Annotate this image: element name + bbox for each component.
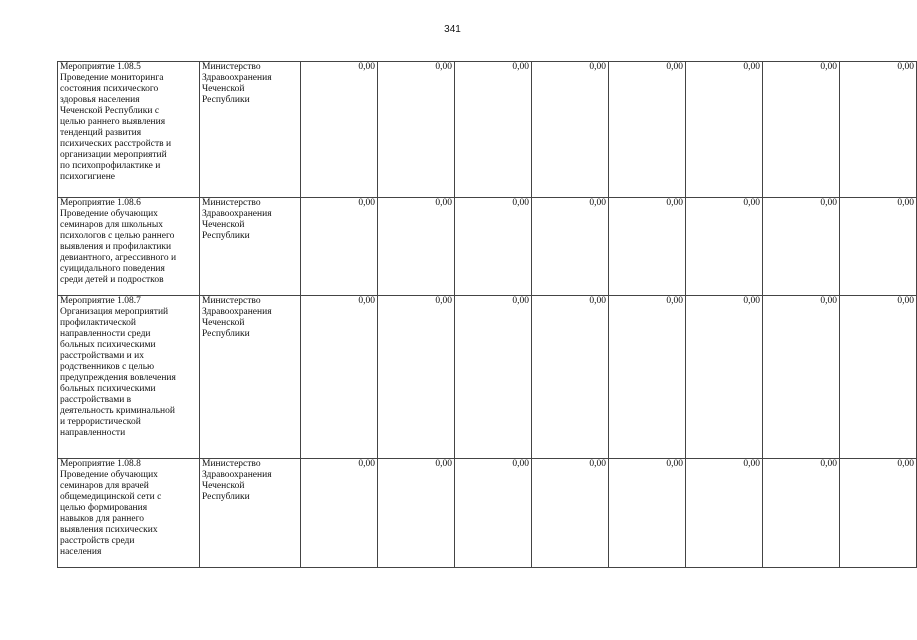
- measure-description-line: Мероприятие 1.08.6: [60, 198, 141, 208]
- value-cell: 0,00: [686, 62, 763, 198]
- measure-description-line: среди детей и подростков: [60, 275, 164, 285]
- measure-description-line: целью формирования: [60, 503, 148, 513]
- measure-description-line: расстройствами в: [60, 395, 132, 405]
- value-cell: 0,00: [455, 459, 532, 568]
- value-cell: 0,00: [301, 296, 378, 459]
- value-cell: 0,00: [455, 198, 532, 296]
- value-cell: 0,00: [532, 198, 609, 296]
- measure-description-line: Организация мероприятий: [60, 307, 169, 317]
- executor-cell: [200, 62, 301, 198]
- measure-description-cell: [58, 296, 200, 459]
- measure-description-line: девиантного, агрессивного и: [60, 253, 177, 263]
- measure-description-line: Проведение обучающих: [60, 470, 158, 480]
- value-cell: 0,00: [840, 62, 917, 198]
- executor-line: Здравоохранения: [202, 73, 272, 83]
- measure-description-line: Чеченской Республики с: [60, 106, 160, 116]
- value-cell: 0,00: [378, 198, 455, 296]
- measure-description-line: населения: [60, 547, 102, 557]
- measure-description-line: предупреждения вовлечения: [60, 373, 176, 383]
- executor-line: Чеченской: [202, 318, 245, 328]
- value-cell: 0,00: [455, 62, 532, 198]
- executor-line: Чеченской: [202, 84, 245, 94]
- executor-line: Республики: [202, 231, 250, 241]
- executor-line: Чеченской: [202, 220, 245, 230]
- executor-cell: [200, 459, 301, 568]
- measure-description-line: Проведение обучающих: [60, 209, 158, 219]
- measure-description-cell: [58, 198, 200, 296]
- executor-line: Министерство: [202, 296, 261, 306]
- table-row: [58, 198, 917, 296]
- value-cell: 0,00: [532, 459, 609, 568]
- executor-line: Чеченской: [202, 481, 245, 491]
- value-cell: 0,00: [609, 296, 686, 459]
- value-cell: 0,00: [609, 62, 686, 198]
- table-row: [58, 62, 917, 198]
- value-cell: 0,00: [686, 296, 763, 459]
- measure-description-line: психических расстройств и: [60, 139, 172, 149]
- measure-description-line: Мероприятие 1.08.5: [60, 62, 141, 72]
- measure-description-line: семинаров для врачей: [60, 481, 149, 491]
- executor-line: Министерство: [202, 198, 261, 208]
- value-cell: 0,00: [301, 62, 378, 198]
- measure-description-line: суицидального поведения: [60, 264, 165, 274]
- executor-line: Республики: [202, 329, 250, 339]
- value-cell: 0,00: [532, 296, 609, 459]
- value-cell: 0,00: [840, 296, 917, 459]
- value-cell: 0,00: [686, 198, 763, 296]
- measure-description-cell: [58, 62, 200, 198]
- measure-description-line: выявления психических: [60, 525, 158, 535]
- measures-table: [57, 61, 917, 568]
- value-cell: 0,00: [455, 296, 532, 459]
- value-cell: 0,00: [763, 198, 840, 296]
- value-cell: 0,00: [378, 62, 455, 198]
- measures-table-body: [58, 62, 917, 568]
- value-cell: 0,00: [301, 198, 378, 296]
- measure-description-line: больных психическими: [60, 384, 156, 394]
- measure-description-line: семинаров для школьных: [60, 220, 163, 230]
- measure-description-line: родственников с целью: [60, 362, 155, 372]
- measure-description-line: направленности среди: [60, 329, 151, 339]
- value-cell: 0,00: [609, 459, 686, 568]
- measure-description-line: общемедицинской сети с: [60, 492, 162, 502]
- measure-description-line: Мероприятие 1.08.7: [60, 296, 141, 306]
- measure-description-line: расстройств среди: [60, 536, 135, 546]
- executor-line: Министерство: [202, 459, 261, 469]
- measure-description-line: психологов с целью раннего: [60, 231, 175, 241]
- value-cell: 0,00: [840, 198, 917, 296]
- measure-description-line: профилактической: [60, 318, 136, 328]
- measure-description-line: состояния психического: [60, 84, 159, 94]
- executor-line: Здравоохранения: [202, 470, 272, 480]
- value-cell: 0,00: [763, 459, 840, 568]
- table-row: [58, 296, 917, 459]
- value-cell: 0,00: [378, 296, 455, 459]
- measure-description-line: больных психическими: [60, 340, 156, 350]
- value-cell: 0,00: [532, 62, 609, 198]
- measure-description-line: по психопрофилактике и: [60, 161, 161, 171]
- executor-cell: [200, 296, 301, 459]
- measure-description-line: здоровья населения: [60, 95, 140, 105]
- value-cell: 0,00: [378, 459, 455, 568]
- measure-description-line: выявления и профилактики: [60, 242, 172, 252]
- value-cell: 0,00: [763, 62, 840, 198]
- executor-line: Республики: [202, 492, 250, 502]
- measure-description-line: расстройствами и их: [60, 351, 144, 361]
- value-cell: 0,00: [301, 459, 378, 568]
- measure-description-line: деятельность криминальной: [60, 406, 175, 416]
- executor-cell: [200, 198, 301, 296]
- measure-description-line: тенденций развития: [60, 128, 142, 138]
- executor-line: Министерство: [202, 62, 261, 72]
- measure-description-line: целью раннего выявления: [60, 117, 166, 127]
- value-cell: 0,00: [686, 459, 763, 568]
- value-cell: 0,00: [840, 459, 917, 568]
- table-row: [58, 459, 917, 568]
- executor-line: Республики: [202, 95, 250, 105]
- measure-description-line: Мероприятие 1.08.8: [60, 459, 141, 469]
- executor-line: Здравоохранения: [202, 209, 272, 219]
- measure-description-line: организации мероприятий: [60, 150, 167, 160]
- value-cell: 0,00: [609, 198, 686, 296]
- measure-description-line: Проведение мониторинга: [60, 73, 164, 83]
- measure-description-cell: [58, 459, 200, 568]
- page-number: 341: [444, 24, 461, 35]
- executor-line: Здравоохранения: [202, 307, 272, 317]
- measure-description-line: и террористической: [60, 417, 141, 427]
- measure-description-line: психогигиене: [60, 172, 116, 182]
- value-cell: 0,00: [763, 296, 840, 459]
- measure-description-line: навыков для раннего: [60, 514, 144, 524]
- measure-description-line: направленности: [60, 428, 126, 438]
